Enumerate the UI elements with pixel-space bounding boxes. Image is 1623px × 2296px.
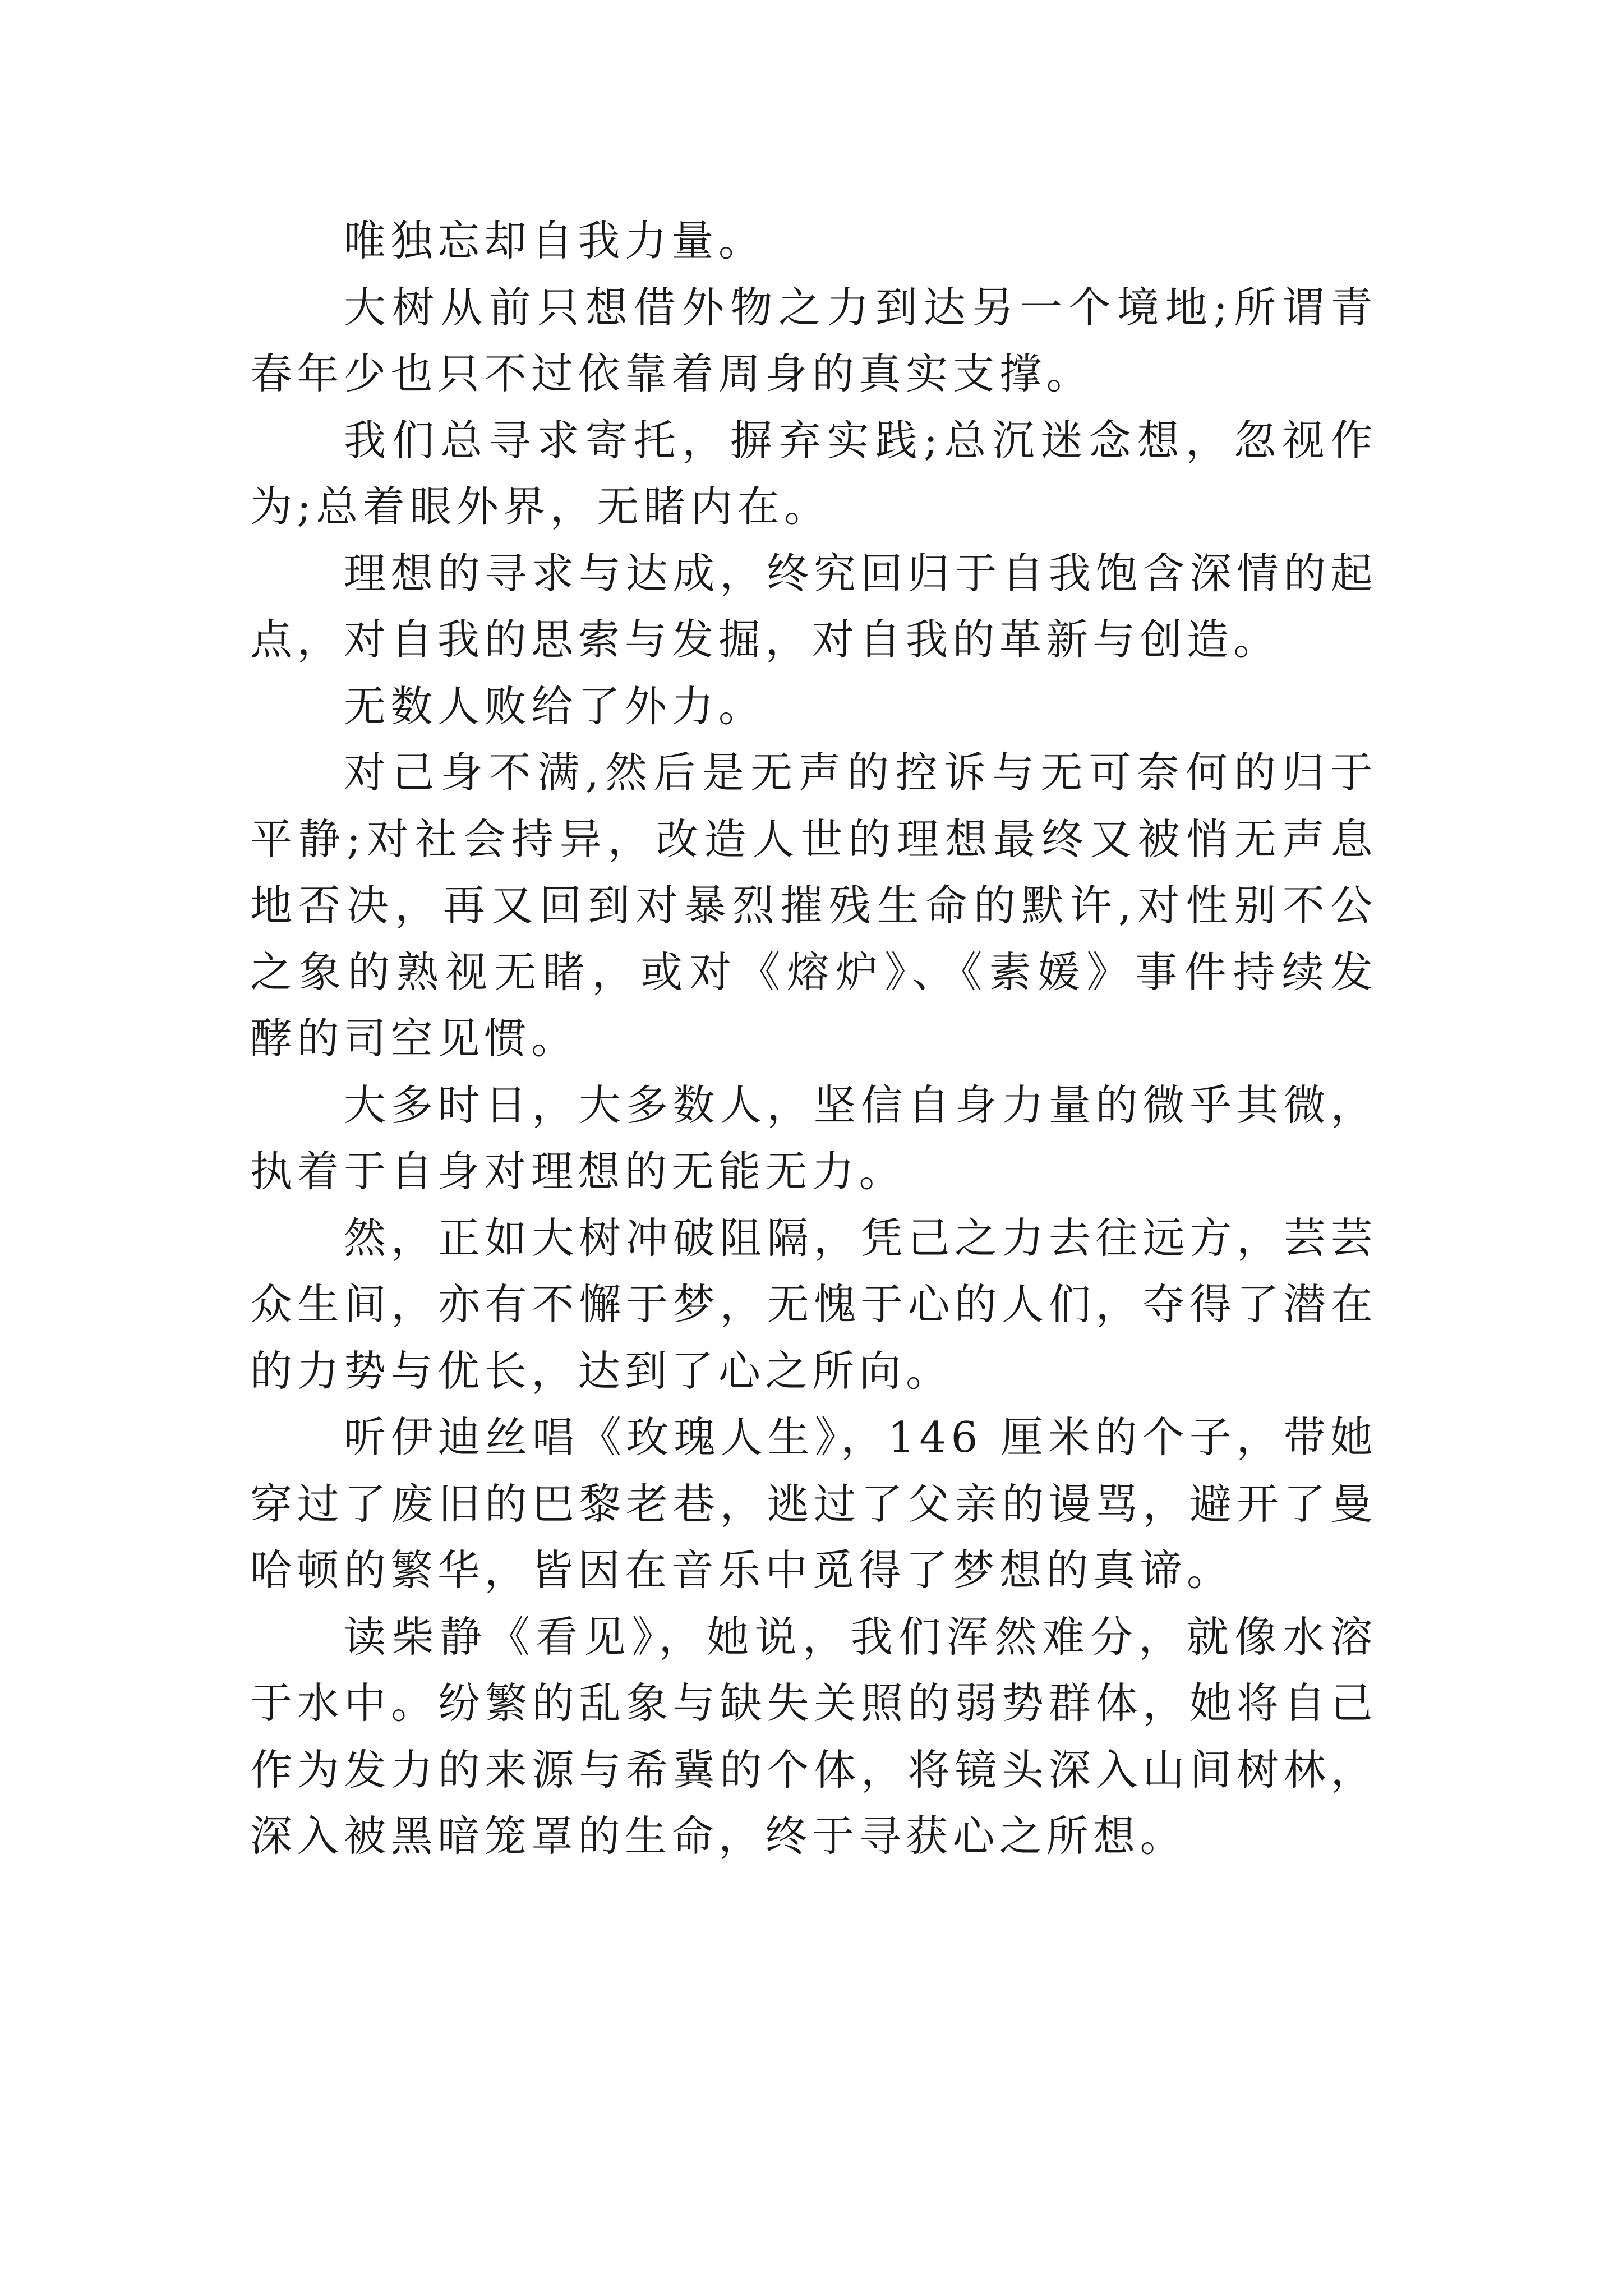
paragraph-7: 大多时日，大多数人，坚信自身力量的微乎其微，执着于自身对理想的无能无力。: [250, 1080, 1377, 1196]
essay-body: [250, 208, 1377, 1870]
paragraph-9: 听伊迪丝唱《玫瑰人生》，146 厘米的个子，带她穿过了废旧的巴黎老巷，逃过了父亲的谩骂，避开了曼哈顿的繁华，皆因在音乐中觅得了梦想的真谛。: [250, 1412, 1377, 1595]
paragraph-6: 对己身不满,然后是无声的控诉与无可奈何的归于平静;对社会持异，改造人世的理想最终又被悄无声息地否决，再又回到对暴烈摧残生命的默许,对性别不公之象的熟视无睹，或对《熔炉》、《素媛》事件持续发酵的司空见惯。: [250, 748, 1377, 1063]
paragraph-10: 读柴静《看见》，她说，我们浑然难分，就像水溶于水中。纷繁的乱象与缺失关照的弱势群体，她将自己作为发力的来源与希冀的个体，将镜头深入山间树林，深入被黑暗笼罩的生命，终于寻获心之所想。: [250, 1612, 1377, 1861]
paragraph-5: 无数人败给了外力。: [344, 681, 766, 731]
paragraph-3: 我们总寻求寄托，摒弃实践;总沉迷念想，忽视作为;总着眼外界，无睹内在。: [250, 415, 1377, 531]
paragraph-1: 唯独忘却自我力量。: [344, 216, 766, 265]
paragraph-8: 然，正如大树冲破阻隔，凭己之力去往远方，芸芸众生间，亦有不懈于梦，无愧于心的人们，夺得了潜在的力势与优长，达到了心之所向。: [250, 1213, 1377, 1396]
paragraph-4: 理想的寻求与达成，终究回归于自我饱含深情的起点，对自我的思索与发掘，对自我的革新与创造。: [250, 548, 1377, 664]
paragraph-2: 大树从前只想借外物之力到达另一个境地;所谓青春年少也只不过依靠着周身的真实支撑。: [250, 282, 1377, 398]
